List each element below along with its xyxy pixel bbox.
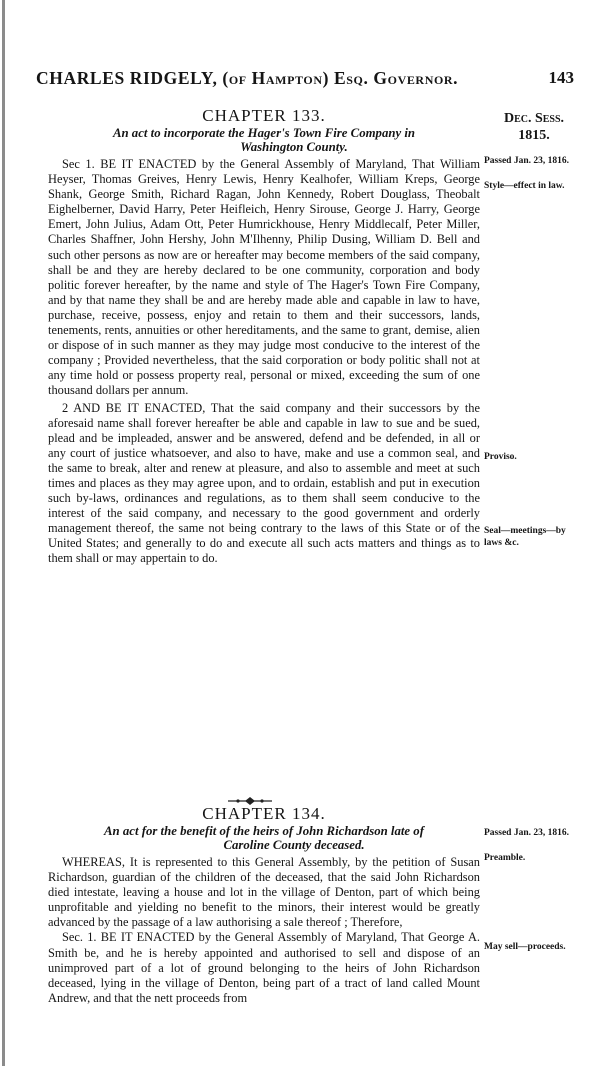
margin-note-ch133-seal: Seal—meetings—by laws &c. <box>484 526 566 548</box>
chapter-133-section-2: 2 AND BE IT ENACTED, That the said company and their successors by the aforesaid name shall forever hereafter be able and capable in law to sue and be sued, plead and be impleaded, answer and be answered, defend and be defended, in all or any court of justice whatsoever, and also to have, make and use a common seal, and the same to break, alter and renew at pleasure, and also to assemble and meet at such times and places as they may agree upon, and to ordain, establish and put in execution such by-laws, ordinances and regulations, as to them shall seem conducive to the interest of the said company, and necessary to the good government and orderly management thereof, the same not being contrary to the laws of this State or of the United States; and generally to do and execute all such acts matters and things as to them shall or may appertain to do. <box>48 400 480 566</box>
page-binding-edge <box>2 0 5 1066</box>
chapter-133-title-line1: An act to incorporate the Hager's Town Fire Company in <box>112 126 416 140</box>
running-header <box>26 66 576 92</box>
chapter-134 <box>48 804 480 1006</box>
margin-note-ch133-style: Style—effect in law. <box>484 181 565 191</box>
running-title: CHARLES RIDGELY, (of Hampton) Esq. Governor. <box>36 68 459 88</box>
chapter-134-preamble: WHEREAS, It is represented to this General Assembly, by the petition of Susan Richardson, guardian of the children of the deceased, that the said John Richardson died intestate, leaving a house and lot in the village of Denton, part of which being unprofitable and yielding no benefit to the minors, their interest would be greatly advanced by the passage of a law authorising a sale thereof ; Therefore, <box>48 855 480 930</box>
session-label <box>484 110 584 144</box>
chapter-134-title-line1: An act for the benefit of the heirs of John Richardson late of <box>104 824 424 838</box>
chapter-134-title-line2: Caroline County deceased. <box>223 838 365 852</box>
session-year: 1815. <box>518 128 550 143</box>
chapter-133-section-1: Sec 1. BE IT ENACTED by the General Assembly of Maryland, That William Heyser, Thomas Greives, Henry Lewis, Henry Kealhofer, William Kreps, George Shank, George Smith, Richard Ragan, John Kennedy, Robert Douglass, Theobalt Eighelberner, David Harry, Peter Heifleich, Henry Sirouse, George J. Harry, George Emert, John Julius, Adam Ott, Peter Humrickhouse, Henry Middlecalf, Peter Miller, Charles Shaffner, John Hershy, John M'Ilhenny, Philip Dusing, William D. Bell and such other persons as now are or hereafter may become members of the said company, shall be and they are hereby declared to be one community, corporation and body politic forever hereafter, by the name and style of The Hager's Town Fire Company, and by that name they shall be and are hereby made able and capable in law to have, purchase, receive, possess, enjoy and retain to them and their successors, lands, tenements, rents, annuities or other hereditaments, and the same to grant, demise, alien or dispose of in such manner as they may judge most conducive to the interest of the company ; Provided nevertheless, that the said corporation or body politic shall not at any time hold or possess property real, personal or mixed, exceeding the sum of one thousand dollars per annum. <box>48 157 480 398</box>
margin-note-ch134-preamble: Preamble. <box>484 853 526 863</box>
chapter-133-title-line2: Washington County. <box>240 140 348 154</box>
chapter-133-heading: CHAPTER 133. <box>202 106 326 125</box>
margin-note-ch134-sell: May sell—proceeds. <box>484 942 566 952</box>
margin-note-ch134-passed: Passed Jan. 23, 1816. <box>484 828 569 838</box>
chapter-134-section-1: Sec. 1. BE IT ENACTED by the General Assembly of Maryland, That George A. Smith be, and he is hereby appointed and authorised to sell and dispose of an unimproved part of a lot of ground belonging to the heirs of John Richardson deceased, lying in the village of Denton, being part of a tract of land called Mount Andrew, and that the nett proceeds from <box>48 930 480 1005</box>
chapter-134-heading: CHAPTER 134. <box>202 804 326 823</box>
session-name: Dec. Sess. <box>503 111 565 126</box>
ornament-divider <box>226 793 274 803</box>
margin-note-ch133-passed: Passed Jan. 23, 1816. <box>484 156 569 166</box>
chapter-133 <box>48 106 480 567</box>
chapter-134-act-title <box>48 824 480 852</box>
margin-note-ch133-proviso: Proviso. <box>484 452 517 462</box>
chapter-133-act-title <box>48 126 480 154</box>
page-number: 143 <box>548 68 574 87</box>
